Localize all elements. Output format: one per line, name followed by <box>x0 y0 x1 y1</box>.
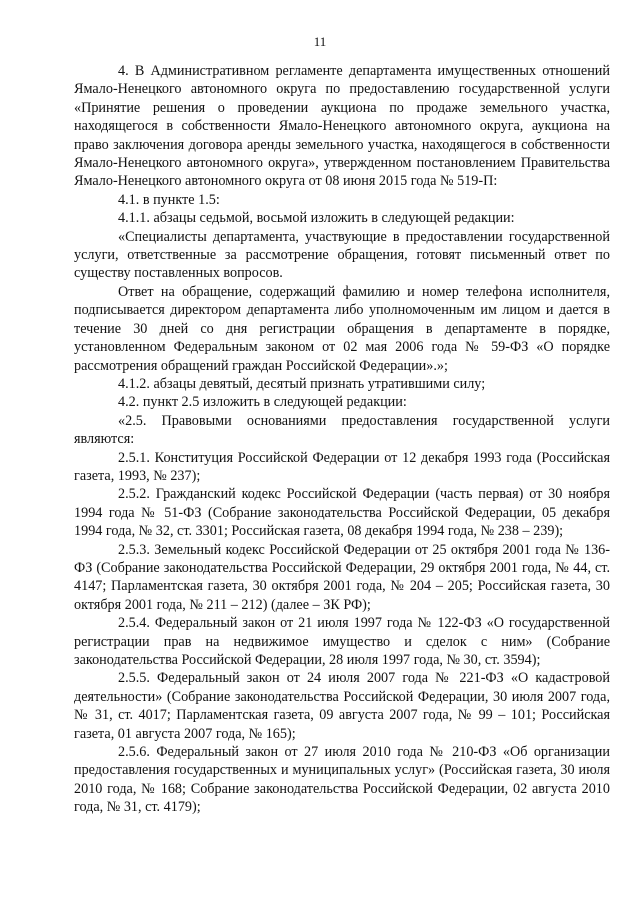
paragraph-response: Ответ на обращение, содержащий фамилию и номер телефона исполнителя, подписывается директором департамента либо уполномоченным им лицом и дается в течение 30 дней со дня регистрации обращения в департаменте в порядке, установленном Федеральным законом от 02 мая 2006 года № 59-ФЗ «О порядке рассмотрения обращений граждан Российской Федерации».»; <box>74 283 610 374</box>
paragraph-2-5-5: 2.5.5. Федеральный закон от 24 июля 2007 года № 221-ФЗ «О кадастровой деятельности» (Собрание законодательства Российской Федерации, 30 июля 2007 года, № 31, ст. 4017; Парламентская газета, 09 августа 2007 года, № 99 – 101; Российская газета, 01 августа 2007 года, № 165); <box>74 670 610 742</box>
paragraph-4-1-1: 4.1.1. абзацы седьмой, восьмой изложить в следующей редакции: <box>118 210 515 227</box>
paragraph-4-1: 4.1. в пункте 1.5: <box>118 191 220 208</box>
paragraph-4-1-2: 4.1.2. абзацы девятый, десятый признать утратившими силу; <box>118 375 486 392</box>
paragraph-4-2: 4.2. пункт 2.5 изложить в следующей редакции: <box>118 394 407 411</box>
paragraph-2-5: «2.5. Правовыми основаниями предоставления государственной услуги являются: <box>74 412 610 448</box>
paragraph-2-5-2: 2.5.2. Гражданский кодекс Российской Федерации (часть первая) от 30 ноября 1994 года № 51-ФЗ (Собрание законодательства Российской Федерации, 05 декабря 1994 года, № 32, ст. 3301; Российская газета, 08 декабря 1994 года, № 238 – 239); <box>74 486 610 540</box>
document-body <box>74 62 610 817</box>
paragraph-2-5-1: 2.5.1. Конституция Российской Федерации от 12 декабря 1993 года (Российская газета, 1993, № 237); <box>74 449 610 484</box>
paragraph-2-5-3: 2.5.3. Земельный кодекс Российской Федерации от 25 октября 2001 года № 136-ФЗ (Собрание законодательства Российской Федерации, 29 октября 2001 года, № 44, ст. 4147; Парламентская газета, 30 октября 2001 года, № 204 – 205; Российская газета, 30 октября 2001 года, № 211 – 212) (далее – ЗК РФ); <box>74 541 610 613</box>
page-number: 11 <box>313 34 327 49</box>
paragraph-4-regulation: 4. В Административном регламенте департамента имущественных отношений Ямало-Ненецкого автономного округа по предоставлению государственной услуги «Принятие решения о проведении аукциона по продаже земельного участка, находящегося в собственности Ямало-Ненецкого автономного округа, аукциона на право заключения договора аренды земельного участка, находящегося в собственности Ямало-Ненецкого автономного округа», утвержденном постановлением Правительства Ямало-Ненецкого автономного округа от 08 июня 2015 года № 519-П: <box>74 63 610 190</box>
paragraph-2-5-4: 2.5.4. Федеральный закон от 21 июля 1997 года № 122-ФЗ «О государственной регистрации прав на недвижимое имущество и сделок с ним» (Собрание законодательства Российской Федерации, 28 июля 1997 года, № 30, ст. 3594); <box>74 615 610 668</box>
paragraph-2-5-6: 2.5.6. Федеральный закон от 27 июля 2010 года № 210-ФЗ «Об организации предоставления государственных и муниципальных услуг» (Российская газета, 30 июля 2010 года, № 168; Собрание законодательства Российской Федерации, 02 августа 2010 года, № 31, ст. 4179); <box>74 744 610 816</box>
paragraph-specialists: «Специалисты департамента, участвующие в предоставлении государственной услуги, ответственные за рассмотрение обращения, готовят письменный ответ по существу поставленных вопросов. <box>74 228 610 282</box>
